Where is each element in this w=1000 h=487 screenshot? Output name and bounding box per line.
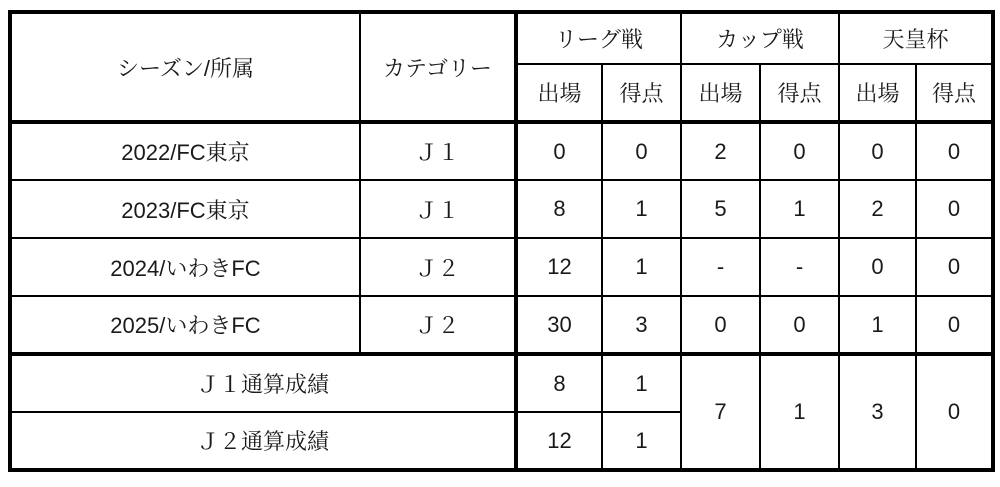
stat-cell-cup-goals: - [760,238,839,296]
stat-cell-league-apps: 12 [516,238,602,296]
stat-cell-emperor-apps: 0 [839,238,916,296]
stat-cell-emperor-goals: 0 [916,180,993,238]
header-league-goals: 得点 [602,64,681,122]
stat-cell-league-goals: 3 [602,296,681,354]
header-league: リーグ戦 [516,12,681,64]
table-row-2024 [10,238,993,296]
table-row-2023 [10,180,993,238]
table-row-2025 [10,296,993,354]
totals-emperor-apps: 3 [839,354,916,470]
totals-j2-league-apps: 12 [516,412,602,470]
stat-cell-emperor-apps: 1 [839,296,916,354]
header-cup: カップ戦 [681,12,839,64]
header-emperor-appearances: 出場 [839,64,916,122]
totals-cup-apps: 7 [681,354,760,470]
stat-cell-cup-goals: 0 [760,122,839,180]
stat-cell-emperor-goals: 0 [916,238,993,296]
header-row-groups [10,12,993,64]
header-category: カテゴリー [360,12,516,122]
stat-cell-league-apps: 8 [516,180,602,238]
stat-cell-league-apps: 0 [516,122,602,180]
stat-cell-cup-apps: 2 [681,122,760,180]
totals-row-j1 [10,354,993,412]
stat-cell-emperor-goals: 0 [916,122,993,180]
category-cell: Ｊ１ [360,180,516,238]
stat-cell-cup-goals: 1 [760,180,839,238]
stat-cell-emperor-apps: 2 [839,180,916,238]
stat-cell-league-goals: 1 [602,238,681,296]
stat-cell-league-apps: 30 [516,296,602,354]
totals-j1-league-goals: 1 [602,354,681,412]
category-cell: Ｊ２ [360,296,516,354]
totals-emperor-goals: 0 [916,354,993,470]
stat-cell-cup-goals: 0 [760,296,839,354]
category-cell: Ｊ２ [360,238,516,296]
stat-cell-league-goals: 0 [602,122,681,180]
header-season-club: シーズン/所属 [10,12,360,122]
stat-cell-emperor-apps: 0 [839,122,916,180]
header-emperor-cup: 天皇杯 [839,12,993,64]
header-cup-goals: 得点 [760,64,839,122]
season-cell: 2023/FC東京 [10,180,360,238]
category-cell: Ｊ１ [360,122,516,180]
stat-cell-league-goals: 1 [602,180,681,238]
stat-cell-cup-apps: 5 [681,180,760,238]
header-league-appearances: 出場 [516,64,602,122]
stat-cell-cup-apps: - [681,238,760,296]
season-cell: 2024/いわきFC [10,238,360,296]
totals-label-j2: Ｊ２通算成績 [10,412,516,470]
career-stats-table [8,10,995,472]
stat-cell-cup-apps: 0 [681,296,760,354]
header-emperor-goals: 得点 [916,64,993,122]
totals-j1-league-apps: 8 [516,354,602,412]
totals-cup-goals: 1 [760,354,839,470]
totals-label-j1: Ｊ１通算成績 [10,354,516,412]
stat-cell-emperor-goals: 0 [916,296,993,354]
season-cell: 2022/FC東京 [10,122,360,180]
totals-j2-league-goals: 1 [602,412,681,470]
table-row-2022 [10,122,993,180]
header-cup-appearances: 出場 [681,64,760,122]
season-cell: 2025/いわきFC [10,296,360,354]
